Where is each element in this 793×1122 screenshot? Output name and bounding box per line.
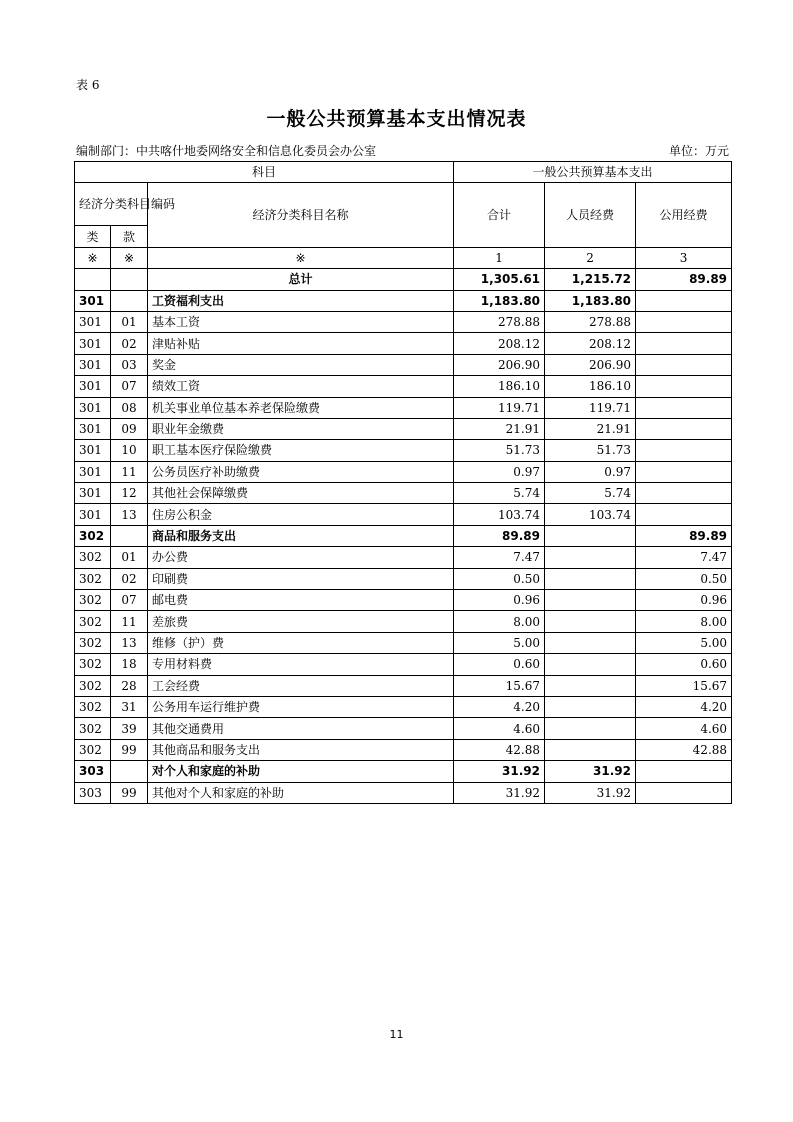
category-code-cell: 302 — [75, 547, 111, 568]
table-row — [75, 782, 732, 803]
public-cell: 0.96 — [636, 590, 732, 611]
item-code-cell: 07 — [111, 376, 148, 397]
header-row-2 — [75, 183, 732, 226]
total-cell: 0.60 — [454, 654, 545, 675]
public-cell: 4.60 — [636, 718, 732, 739]
subject-name-cell: 津贴补贴 — [148, 333, 454, 354]
personnel-cell — [545, 739, 636, 760]
table-row — [75, 461, 732, 482]
category-code-cell: 302 — [75, 611, 111, 632]
subject-name-cell: 办公费 — [148, 547, 454, 568]
page-title: 一般公共预算基本支出情况表 — [266, 108, 527, 130]
item-code-cell — [111, 290, 148, 311]
total-cell: 278.88 — [454, 311, 545, 332]
total-cell: 31.92 — [454, 761, 545, 782]
subject-name-cell: 对个人和家庭的补助 — [148, 761, 454, 782]
total-cell: 51.73 — [454, 440, 545, 461]
subject-name-cell: 机关事业单位基本养老保险缴费 — [148, 397, 454, 418]
personnel-cell — [545, 632, 636, 653]
category-code-cell: 303 — [75, 782, 111, 803]
personnel-cell: 1,183.80 — [545, 290, 636, 311]
total-cell: 119.71 — [454, 397, 545, 418]
item-code-cell: 10 — [111, 440, 148, 461]
total-cell: 42.88 — [454, 739, 545, 760]
category-code-cell: 301 — [75, 311, 111, 332]
category-code-cell: 301 — [75, 354, 111, 375]
total-cell: 89.89 — [454, 525, 545, 546]
item-code-cell: 01 — [111, 547, 148, 568]
personnel-cell — [545, 696, 636, 717]
subject-name-cell: 差旅费 — [148, 611, 454, 632]
header-basic-expenditure: 一般公共预算基本支出 — [454, 162, 732, 183]
category-code-cell: 302 — [75, 590, 111, 611]
total-cell: 4.20 — [454, 696, 545, 717]
item-code-cell: 28 — [111, 675, 148, 696]
total-cell: 103.74 — [454, 504, 545, 525]
subject-name-cell: 公务用车运行维护费 — [148, 696, 454, 717]
public-cell — [636, 418, 732, 439]
column-index-2: 2 — [545, 247, 636, 268]
subject-name-cell: 商品和服务支出 — [148, 525, 454, 546]
public-cell — [636, 761, 732, 782]
item-code-cell: 09 — [111, 418, 148, 439]
page-number: 11 — [389, 1028, 404, 1041]
public-cell: 42.88 — [636, 739, 732, 760]
table-row — [75, 418, 732, 439]
personnel-cell: 21.91 — [545, 418, 636, 439]
total-cell: 0.50 — [454, 568, 545, 589]
total-cell: 4.60 — [454, 718, 545, 739]
category-code-cell: 301 — [75, 483, 111, 504]
item-code-cell: 13 — [111, 632, 148, 653]
public-cell — [636, 782, 732, 803]
subject-name-cell: 职业年金缴费 — [148, 418, 454, 439]
item-code-cell: 07 — [111, 590, 148, 611]
personnel-cell: 51.73 — [545, 440, 636, 461]
header-item: 款 — [111, 226, 148, 247]
table-row — [75, 333, 732, 354]
total-row — [75, 269, 732, 290]
item-code-cell: 39 — [111, 718, 148, 739]
subject-name-cell: 其他商品和服务支出 — [148, 739, 454, 760]
table-row — [75, 376, 732, 397]
header-name-col: 经济分类科目名称 — [148, 183, 454, 247]
total-cell: 0.96 — [454, 590, 545, 611]
subject-name-cell: 印刷费 — [148, 568, 454, 589]
subject-name-cell: 其他交通费用 — [148, 718, 454, 739]
item-code-cell: 02 — [111, 568, 148, 589]
table-row — [75, 354, 732, 375]
table-row — [75, 483, 732, 504]
table-row — [75, 397, 732, 418]
category-row — [75, 290, 732, 311]
category-code-cell: 301 — [75, 418, 111, 439]
table-row — [75, 696, 732, 717]
category-code-cell: 301 — [75, 290, 111, 311]
personnel-cell: 103.74 — [545, 504, 636, 525]
personnel-cell: 1,215.72 — [545, 269, 636, 290]
category-code-cell: 301 — [75, 440, 111, 461]
public-cell: 7.47 — [636, 547, 732, 568]
public-cell: 0.60 — [636, 654, 732, 675]
total-cell: 8.00 — [454, 611, 545, 632]
subject-name-cell: 邮电费 — [148, 590, 454, 611]
table-row — [75, 675, 732, 696]
item-code-cell: 02 — [111, 333, 148, 354]
category-code-cell: 301 — [75, 376, 111, 397]
category-code-cell: 302 — [75, 654, 111, 675]
personnel-cell: 119.71 — [545, 397, 636, 418]
subject-name-cell: 专用材料费 — [148, 654, 454, 675]
category-code-cell: 302 — [75, 718, 111, 739]
category-code-cell: 301 — [75, 461, 111, 482]
personnel-cell: 0.97 — [545, 461, 636, 482]
header-category: 类 — [75, 226, 111, 247]
item-code-cell: 99 — [111, 782, 148, 803]
table-row — [75, 311, 732, 332]
total-cell: 186.10 — [454, 376, 545, 397]
header-code-label: 经济分类科目编码 — [75, 183, 148, 226]
category-code-cell: 303 — [75, 761, 111, 782]
public-cell — [636, 504, 732, 525]
personnel-cell — [545, 547, 636, 568]
category-code-cell: 302 — [75, 675, 111, 696]
subject-name-cell: 基本工资 — [148, 311, 454, 332]
personnel-cell — [545, 590, 636, 611]
header-public-col: 公用经费 — [636, 183, 732, 247]
category-row — [75, 525, 732, 546]
table-row — [75, 654, 732, 675]
total-cell: 1,183.80 — [454, 290, 545, 311]
personnel-cell: 31.92 — [545, 782, 636, 803]
personnel-cell: 206.90 — [545, 354, 636, 375]
public-cell — [636, 397, 732, 418]
public-cell: 4.20 — [636, 696, 732, 717]
item-code-cell: 11 — [111, 611, 148, 632]
category-code-cell: 302 — [75, 632, 111, 653]
item-code-cell: 12 — [111, 483, 148, 504]
public-cell: 0.50 — [636, 568, 732, 589]
budget-table — [74, 161, 732, 804]
unit-label: 单位：万元 — [668, 144, 729, 158]
personnel-cell — [545, 675, 636, 696]
table-row — [75, 568, 732, 589]
total-cell: 15.67 — [454, 675, 545, 696]
total-cell: 31.92 — [454, 782, 545, 803]
mark-cell: ※ — [111, 247, 148, 268]
category-code-cell: 302 — [75, 525, 111, 546]
category-code-cell: 301 — [75, 504, 111, 525]
header-total-col: 合计 — [454, 183, 545, 247]
table-row — [75, 632, 732, 653]
public-cell — [636, 376, 732, 397]
total-cell: 5.00 — [454, 632, 545, 653]
category-row — [75, 761, 732, 782]
subject-name-cell: 住房公积金 — [148, 504, 454, 525]
item-code-cell: 11 — [111, 461, 148, 482]
public-cell — [636, 440, 732, 461]
item-code-cell: 18 — [111, 654, 148, 675]
total-cell: 7.47 — [454, 547, 545, 568]
personnel-cell: 31.92 — [545, 761, 636, 782]
header-personnel-col: 人员经费 — [545, 183, 636, 247]
public-cell: 89.89 — [636, 525, 732, 546]
public-cell: 5.00 — [636, 632, 732, 653]
public-cell — [636, 311, 732, 332]
item-code-cell — [111, 269, 148, 290]
mark-cell: ※ — [148, 247, 454, 268]
table-row — [75, 739, 732, 760]
item-code-cell: 08 — [111, 397, 148, 418]
total-cell: 21.91 — [454, 418, 545, 439]
personnel-cell — [545, 654, 636, 675]
subject-name-cell: 职工基本医疗保险缴费 — [148, 440, 454, 461]
table-row — [75, 590, 732, 611]
total-cell: 0.97 — [454, 461, 545, 482]
personnel-cell — [545, 568, 636, 589]
mark-cell: ※ — [75, 247, 111, 268]
item-code-cell: 31 — [111, 696, 148, 717]
item-code-cell: 01 — [111, 311, 148, 332]
header-subject: 科目 — [75, 162, 454, 183]
personnel-cell: 186.10 — [545, 376, 636, 397]
category-code-cell: 302 — [75, 568, 111, 589]
table-row — [75, 547, 732, 568]
public-cell — [636, 461, 732, 482]
subject-name-cell: 绩效工资 — [148, 376, 454, 397]
category-code-cell: 302 — [75, 739, 111, 760]
public-cell: 15.67 — [636, 675, 732, 696]
subject-name-cell: 工资福利支出 — [148, 290, 454, 311]
total-cell: 5.74 — [454, 483, 545, 504]
header-row-1 — [75, 162, 732, 183]
subject-name-cell: 其他社会保障缴费 — [148, 483, 454, 504]
personnel-cell: 208.12 — [545, 333, 636, 354]
subject-name-cell: 奖金 — [148, 354, 454, 375]
item-code-cell — [111, 761, 148, 782]
public-cell — [636, 354, 732, 375]
category-code-cell: 301 — [75, 397, 111, 418]
personnel-cell — [545, 525, 636, 546]
personnel-cell — [545, 718, 636, 739]
category-code-cell: 302 — [75, 696, 111, 717]
table-row — [75, 440, 732, 461]
subject-name-cell: 维修（护）费 — [148, 632, 454, 653]
header-row-4 — [75, 247, 732, 268]
subject-name-cell: 工会经费 — [148, 675, 454, 696]
category-code-cell: 301 — [75, 333, 111, 354]
column-index-3: 3 — [636, 247, 732, 268]
item-code-cell: 03 — [111, 354, 148, 375]
personnel-cell — [545, 611, 636, 632]
total-cell: 206.90 — [454, 354, 545, 375]
total-cell: 1,305.61 — [454, 269, 545, 290]
public-cell — [636, 483, 732, 504]
item-code-cell — [111, 525, 148, 546]
department-label: 编制部门：中共喀什地委网络安全和信息化委员会办公室 — [76, 144, 377, 158]
item-code-cell: 99 — [111, 739, 148, 760]
public-cell — [636, 290, 732, 311]
table-row — [75, 611, 732, 632]
total-cell: 208.12 — [454, 333, 545, 354]
public-cell: 89.89 — [636, 269, 732, 290]
subject-name-cell: 公务员医疗补助缴费 — [148, 461, 454, 482]
subject-name-cell: 其他对个人和家庭的补助 — [148, 782, 454, 803]
subject-name-cell: 总计 — [148, 269, 454, 290]
table-row — [75, 718, 732, 739]
table-row — [75, 504, 732, 525]
public-cell: 8.00 — [636, 611, 732, 632]
public-cell — [636, 333, 732, 354]
personnel-cell: 278.88 — [545, 311, 636, 332]
item-code-cell: 13 — [111, 504, 148, 525]
category-code-cell — [75, 269, 111, 290]
table-number: 表 6 — [76, 78, 100, 92]
personnel-cell: 5.74 — [545, 483, 636, 504]
column-index-1: 1 — [454, 247, 545, 268]
